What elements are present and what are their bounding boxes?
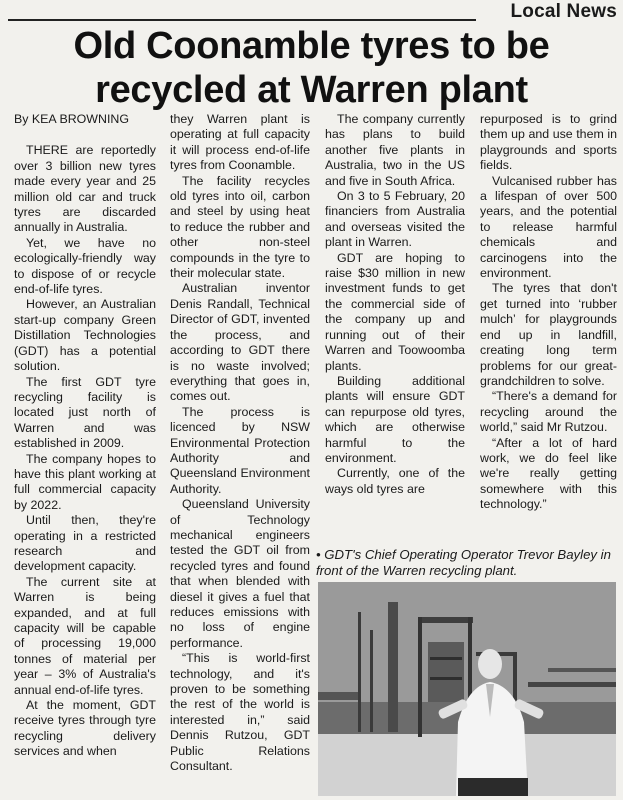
paragraph: The tyres that don't get turned into ‘rubber mulch’ for playgrounds end up in landfill, creating long term problems for our great-grandchildren to solve. xyxy=(480,281,617,388)
paragraph: The current site at Warren is being expanded, and at full capacity will be capable of processing 19,000 tonnes of material per year – 3% of Australia's annual end-of-life tyres. xyxy=(14,574,156,697)
section-label: Local News xyxy=(510,1,617,22)
byline: By KEA BROWNING xyxy=(14,112,129,126)
paragraph: The facility recycles old tyres into oil, carbon and steel by using heat to reduce the rubber and other non-steel compounds in the tyre to their molecular state. xyxy=(170,173,310,281)
paragraph: Currently, one of the ways old tyres are xyxy=(325,466,465,496)
paragraph: GDT are hoping to raise $30 million in new investment funds to get the commercial side of the company up and running out of their Warren and Toowoomba plants. xyxy=(325,250,465,373)
paragraph: they Warren plant is operating at full capacity it will process end-of-life tyres from Coonamble. xyxy=(170,112,310,173)
column-3 xyxy=(325,112,465,497)
paragraph: THERE are reportedly over 3 billion new tyres made every year and 25 million old car and truck tyres are discarded annually in Australia. xyxy=(14,143,156,235)
plant-illustration xyxy=(318,582,616,796)
paragraph: Until then, they're operating in a restricted research and development capacity. xyxy=(14,513,156,574)
column-2 xyxy=(170,112,310,774)
paragraph: The company currently has plans to build another five plants in Australia, two in the US and five in South Africa. xyxy=(325,112,465,188)
paragraph: The company hopes to have this plant working at full commercial capacity by 2022. xyxy=(14,451,156,512)
paragraph: The process is licenced by NSW Environmental Protection Authority and Queensland Environment Authority. xyxy=(170,404,310,496)
paragraph: repurposed is to grind them up and use them in playgrounds and sports fields. xyxy=(480,112,617,173)
headline: Old Coonamble tyres to be recycled at Warren plant xyxy=(73,25,550,111)
paragraph: “There's a demand for recycling around the world,” said Mr Rutzou. xyxy=(480,389,617,435)
paragraph: On 3 to 5 February, 20 financiers from Australia and overseas visited the plant in Warren. xyxy=(325,189,465,250)
paragraph: At the moment, GDT receive tyres through tyre recycling delivery services and when xyxy=(14,698,156,759)
paragraph: Building additional plants will ensure GDT can repurpose old tyres, which are otherwise harmful to the environment. xyxy=(325,373,465,465)
paragraph: “This is world-first technology, and it's proven to be something the rest of the world is interested in,” said Dennis Rutzou, GDT Public Relations Consultant. xyxy=(170,651,310,774)
paragraph: “After a lot of hard work, we do feel like we're really getting somewhere with this technology.” xyxy=(480,435,617,512)
paragraph: However, an Australian start-up company Green Distillation Technologies (GDT) has a potential solution. xyxy=(14,297,156,374)
paragraph: Queensland University of Technology mechanical engineers tested the GDT oil from recycled tyres and found that when blended with diesel it gives a fuel that reduces emissions with no loss of engine performance. xyxy=(170,497,310,650)
section-rule xyxy=(8,19,476,21)
paragraph: Australian inventor Denis Randall, Technical Director of GDT, invented the process, and according to GDT there is no waste involved; everything that goes in, comes out. xyxy=(170,281,310,404)
column-1 xyxy=(14,112,156,760)
photo-recycling-plant xyxy=(318,582,616,796)
column-4 xyxy=(480,112,617,513)
paragraph: Yet, we have no ecologically-friendly way to dispose of or recycle end-of-life tyres. xyxy=(14,235,156,297)
paragraph: Vulcanised rubber has a lifespan of over 500 years, and the potential to release harmful chemicals and carcinogens into the environment. xyxy=(480,173,617,281)
paragraph: The first GDT tyre recycling facility is located just north of Warren and was established in 2009. xyxy=(14,374,156,451)
photo-caption: • GDT's Chief Operating Operator Trevor Bayley in front of the Warren recycling plant. xyxy=(316,547,611,578)
